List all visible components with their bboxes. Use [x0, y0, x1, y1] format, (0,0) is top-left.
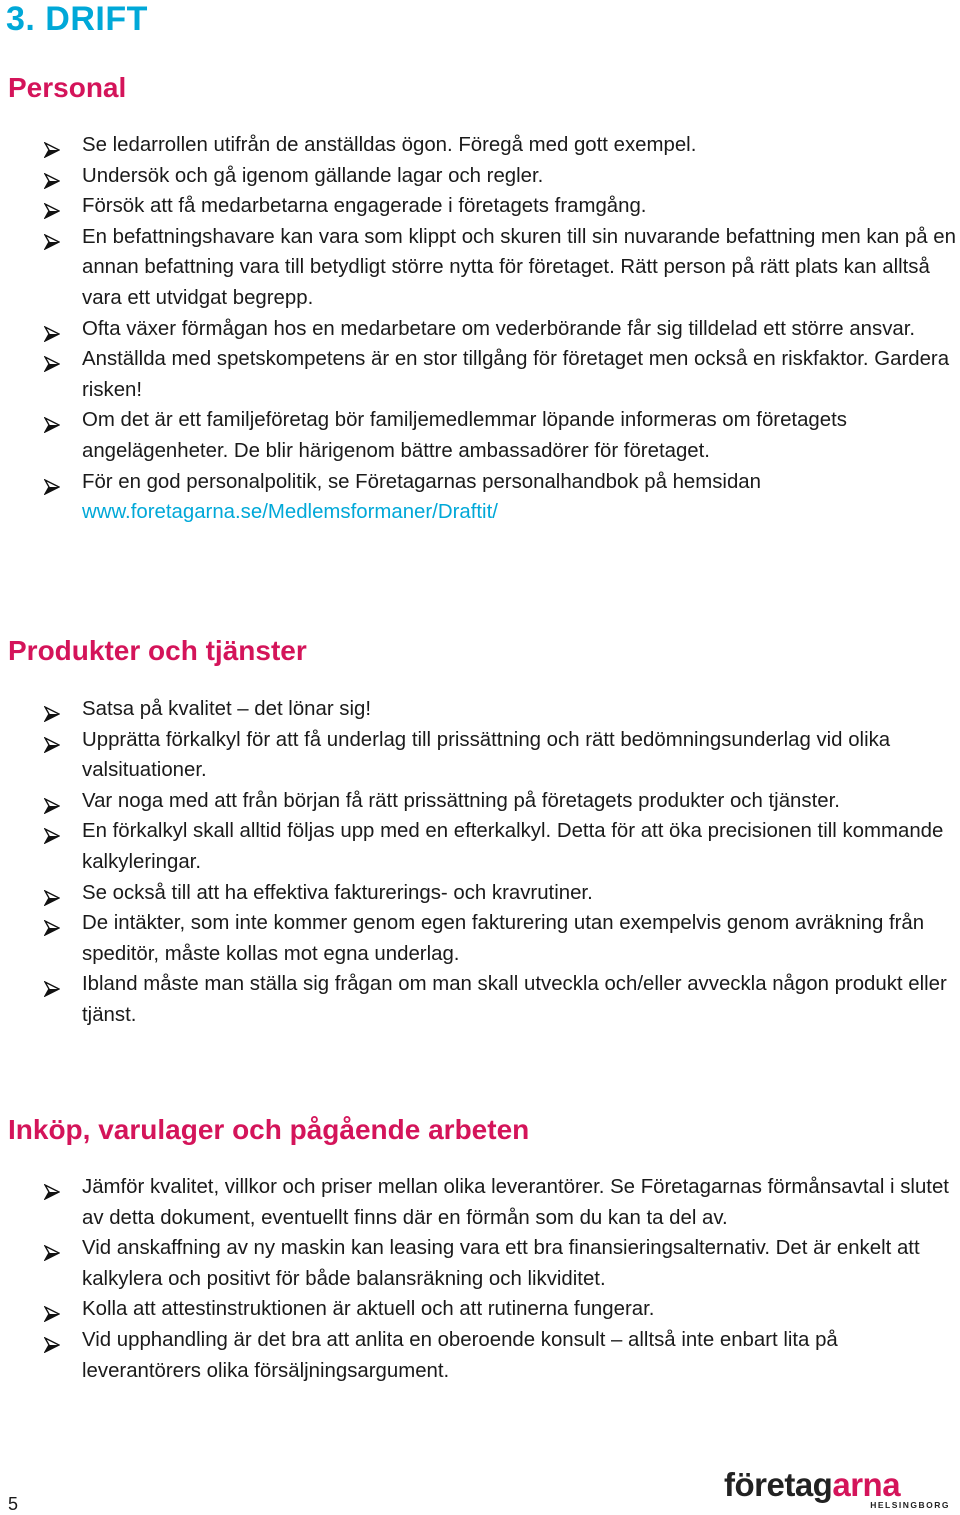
arrowhead-bullet-icon	[44, 885, 60, 901]
list-item: Vid upphandling är det bra att anlita en oberoende konsult – alltså inte enbart lita på leverantörers olika försäljningsargument.	[0, 1325, 960, 1386]
list-item: Se ledarrollen utifrån de anställdas ögon. Föregå med gott exempel.	[0, 130, 960, 161]
list-item: För en god personalpolitik, se Företagarnas personalhandbok på hemsidan www.foretagarna.se/Medlemsformaner/Draftit/	[0, 467, 960, 528]
arrowhead-bullet-icon	[44, 474, 60, 490]
foretagarna-logo	[724, 1466, 956, 1512]
page-title: 3. DRIFT	[6, 0, 148, 38]
list-item: Upprätta förkalkyl för att få underlag till prissättning och rätt bedömningsunderlag vid olika valsituationer.	[0, 725, 960, 786]
arrowhead-bullet-icon	[44, 321, 60, 337]
list-item: En befattningshavare kan vara som klippt och skuren till sin nuvarande befattning men kan på en annan befattning vara till betydligt större nytta för företaget. Rätt person på rätt plats kan alltså vara ett utvidgat begrepp.	[0, 222, 960, 314]
list-item: Var noga med att från början få rätt prissättning på företagets produkter och tjänster.	[0, 786, 960, 817]
arrowhead-bullet-icon	[44, 915, 60, 931]
produkter-list	[0, 694, 960, 1031]
arrowhead-bullet-icon	[44, 1301, 60, 1317]
list-item: Jämför kvalitet, villkor och priser mellan olika leverantörer. Se Företagarnas förmånsavtal i slutet av detta dokument, eventuellt finns där en förmån som du kan ta del av.	[0, 1172, 960, 1233]
list-item: Satsa på kvalitet – det lönar sig!	[0, 694, 960, 725]
section-heading-personal: Personal	[8, 72, 127, 103]
logo-subtitle: HELSINGBORG	[870, 1500, 950, 1510]
arrowhead-bullet-icon	[44, 1179, 60, 1195]
draftit-link[interactable]: www.foretagarna.se/Medlemsformaner/Draftit/	[82, 501, 498, 524]
arrowhead-bullet-icon	[44, 793, 60, 809]
list-item: Försök att få medarbetarna engagerade i företagets framgång.	[0, 191, 960, 222]
list-item: Anställda med spetskompetens är en stor tillgång för företaget men också en riskfaktor. Gardera risken!	[0, 344, 960, 405]
personal-list	[0, 130, 960, 528]
inkop-list	[0, 1172, 960, 1386]
section-heading-inkop: Inköp, varulager och pågående arbeten	[8, 1114, 530, 1145]
list-item: Se också till att ha effektiva fakturerings- och kravrutiner.	[0, 878, 960, 909]
arrowhead-bullet-icon	[44, 412, 60, 428]
arrowhead-bullet-icon	[44, 732, 60, 748]
list-item: Ibland måste man ställa sig frågan om man skall utveckla och/eller avveckla någon produkt eller tjänst.	[0, 969, 960, 1030]
list-item: De intäkter, som inte kommer genom egen fakturering utan exempelvis genom avräkning från speditör, måste kollas mot egna underlag.	[0, 908, 960, 969]
logo-wordmark: företagarna	[724, 1466, 901, 1503]
list-item: Vid anskaffning av ny maskin kan leasing vara ett bra finansieringsalternativ. Det är enkelt att kalkylera och positivt för både balansräkning och likviditet.	[0, 1233, 960, 1294]
arrowhead-bullet-icon	[44, 1240, 60, 1256]
list-item: Kolla att attestinstruktionen är aktuell och att rutinerna fungerar.	[0, 1294, 960, 1325]
list-item: Om det är ett familjeföretag bör familjemedlemmar löpande informeras om företagets angelägenheter. De blir härigenom bättre ambassadörer för företaget.	[0, 405, 960, 466]
arrowhead-bullet-icon	[44, 701, 60, 717]
arrowhead-bullet-icon	[44, 137, 60, 153]
arrowhead-bullet-icon	[44, 1332, 60, 1348]
arrowhead-bullet-icon	[44, 823, 60, 839]
arrowhead-bullet-icon	[44, 168, 60, 184]
list-item: Undersök och gå igenom gällande lagar och regler.	[0, 161, 960, 192]
page-number: 5	[8, 1494, 19, 1514]
arrowhead-bullet-icon	[44, 198, 60, 214]
arrowhead-bullet-icon	[44, 976, 60, 992]
arrowhead-bullet-icon	[44, 229, 60, 245]
section-heading-produkter: Produkter och tjänster	[8, 635, 307, 666]
list-item: Ofta växer förmågan hos en medarbetare om vederbörande får sig tilldelad ett större ansvar.	[0, 314, 960, 345]
arrowhead-bullet-icon	[44, 351, 60, 367]
list-item: En förkalkyl skall alltid följas upp med en efterkalkyl. Detta för att öka precisionen till kommande kalkyleringar.	[0, 816, 960, 877]
